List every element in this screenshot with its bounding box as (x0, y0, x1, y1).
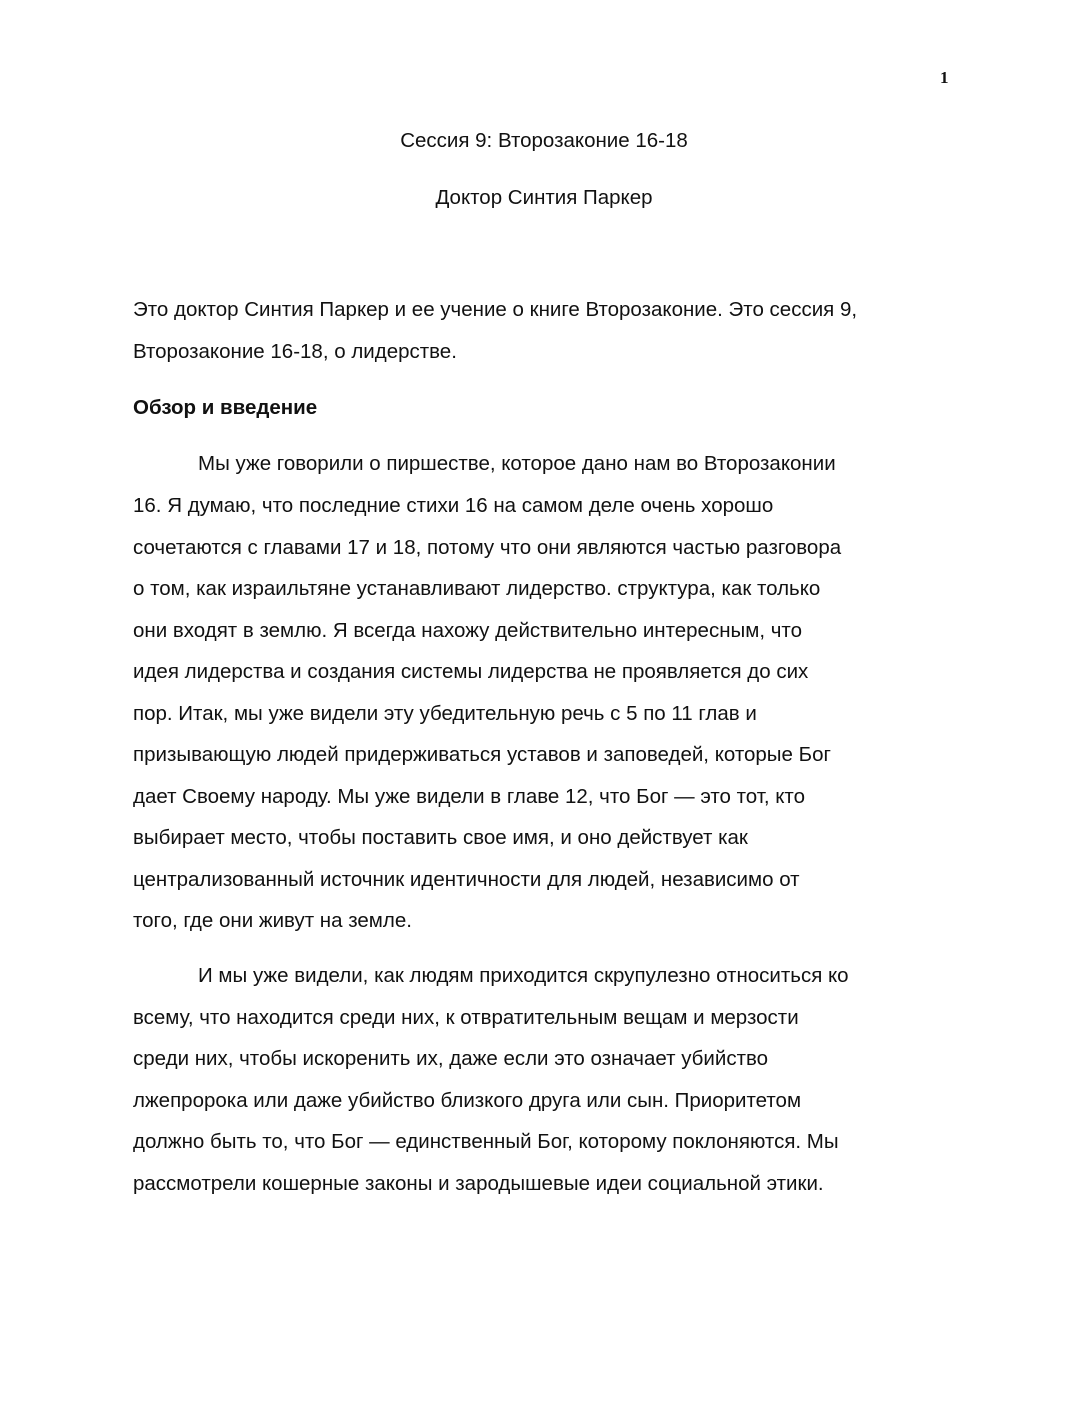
text-line: среди них, чтобы искоренить их, даже если это означает убийство (133, 1047, 769, 1070)
text-line: лжепророка или даже убийство близкого друга или сын. Приоритетом (133, 1089, 802, 1112)
text-line: идея лидерства и создания системы лидерства не проявляется до сих (133, 660, 809, 683)
text-line: рассмотрели кошерные законы и зародышевые идеи социальной этики. (133, 1172, 824, 1195)
text-line: они входят в землю. Я всегда нахожу действительно интересным, что (133, 619, 802, 642)
text-line: выбирает место, чтобы поставить свое имя, и оно действует как (133, 826, 748, 849)
text-line: всему, что находится среди них, к отвратительным вещам и мерзости (133, 1006, 799, 1029)
text-line: Второзаконие 16-18, о лидерстве. (133, 340, 457, 363)
text-line: 16. Я думаю, что последние стихи 16 на самом деле очень хорошо (133, 494, 774, 517)
section-heading: Обзор и введение (133, 396, 318, 419)
text-line: о том, как израильтяне устанавливают лидерство. структура, как только (133, 577, 821, 600)
text-line: сочетаются с главами 17 и 18, потому что они являются частью разговора (133, 536, 842, 559)
text-line: пор. Итак, мы уже видели эту убедительную речь с 5 по 11 глав и (133, 702, 757, 725)
document-title: Сессия 9: Второзаконие 16-18 (400, 129, 688, 152)
text-line: И мы уже видели, как людям приходится скрупулезно относиться ко (198, 964, 849, 987)
page-number: 1 (940, 68, 949, 87)
text-line: должно быть то, что Бог — единственный Бог, которому поклоняются. Мы (133, 1130, 839, 1153)
text-line: централизованный источник идентичности для людей, независимо от (133, 868, 800, 891)
text-line: того, где они живут на земле. (133, 909, 412, 932)
text-line: призывающую людей придерживаться уставов и заповедей, которые Бог (133, 743, 831, 766)
text-line: Мы уже говорили о пиршестве, которое дано нам во Второзаконии (198, 452, 836, 475)
text-line: Это доктор Синтия Паркер и ее учение о книге Второзаконие. Это сессия 9, (133, 298, 858, 321)
text-line: дает Своему народу. Мы уже видели в главе 12, что Бог — это тот, кто (133, 785, 805, 808)
document-author: Доктор Синтия Паркер (435, 186, 653, 209)
